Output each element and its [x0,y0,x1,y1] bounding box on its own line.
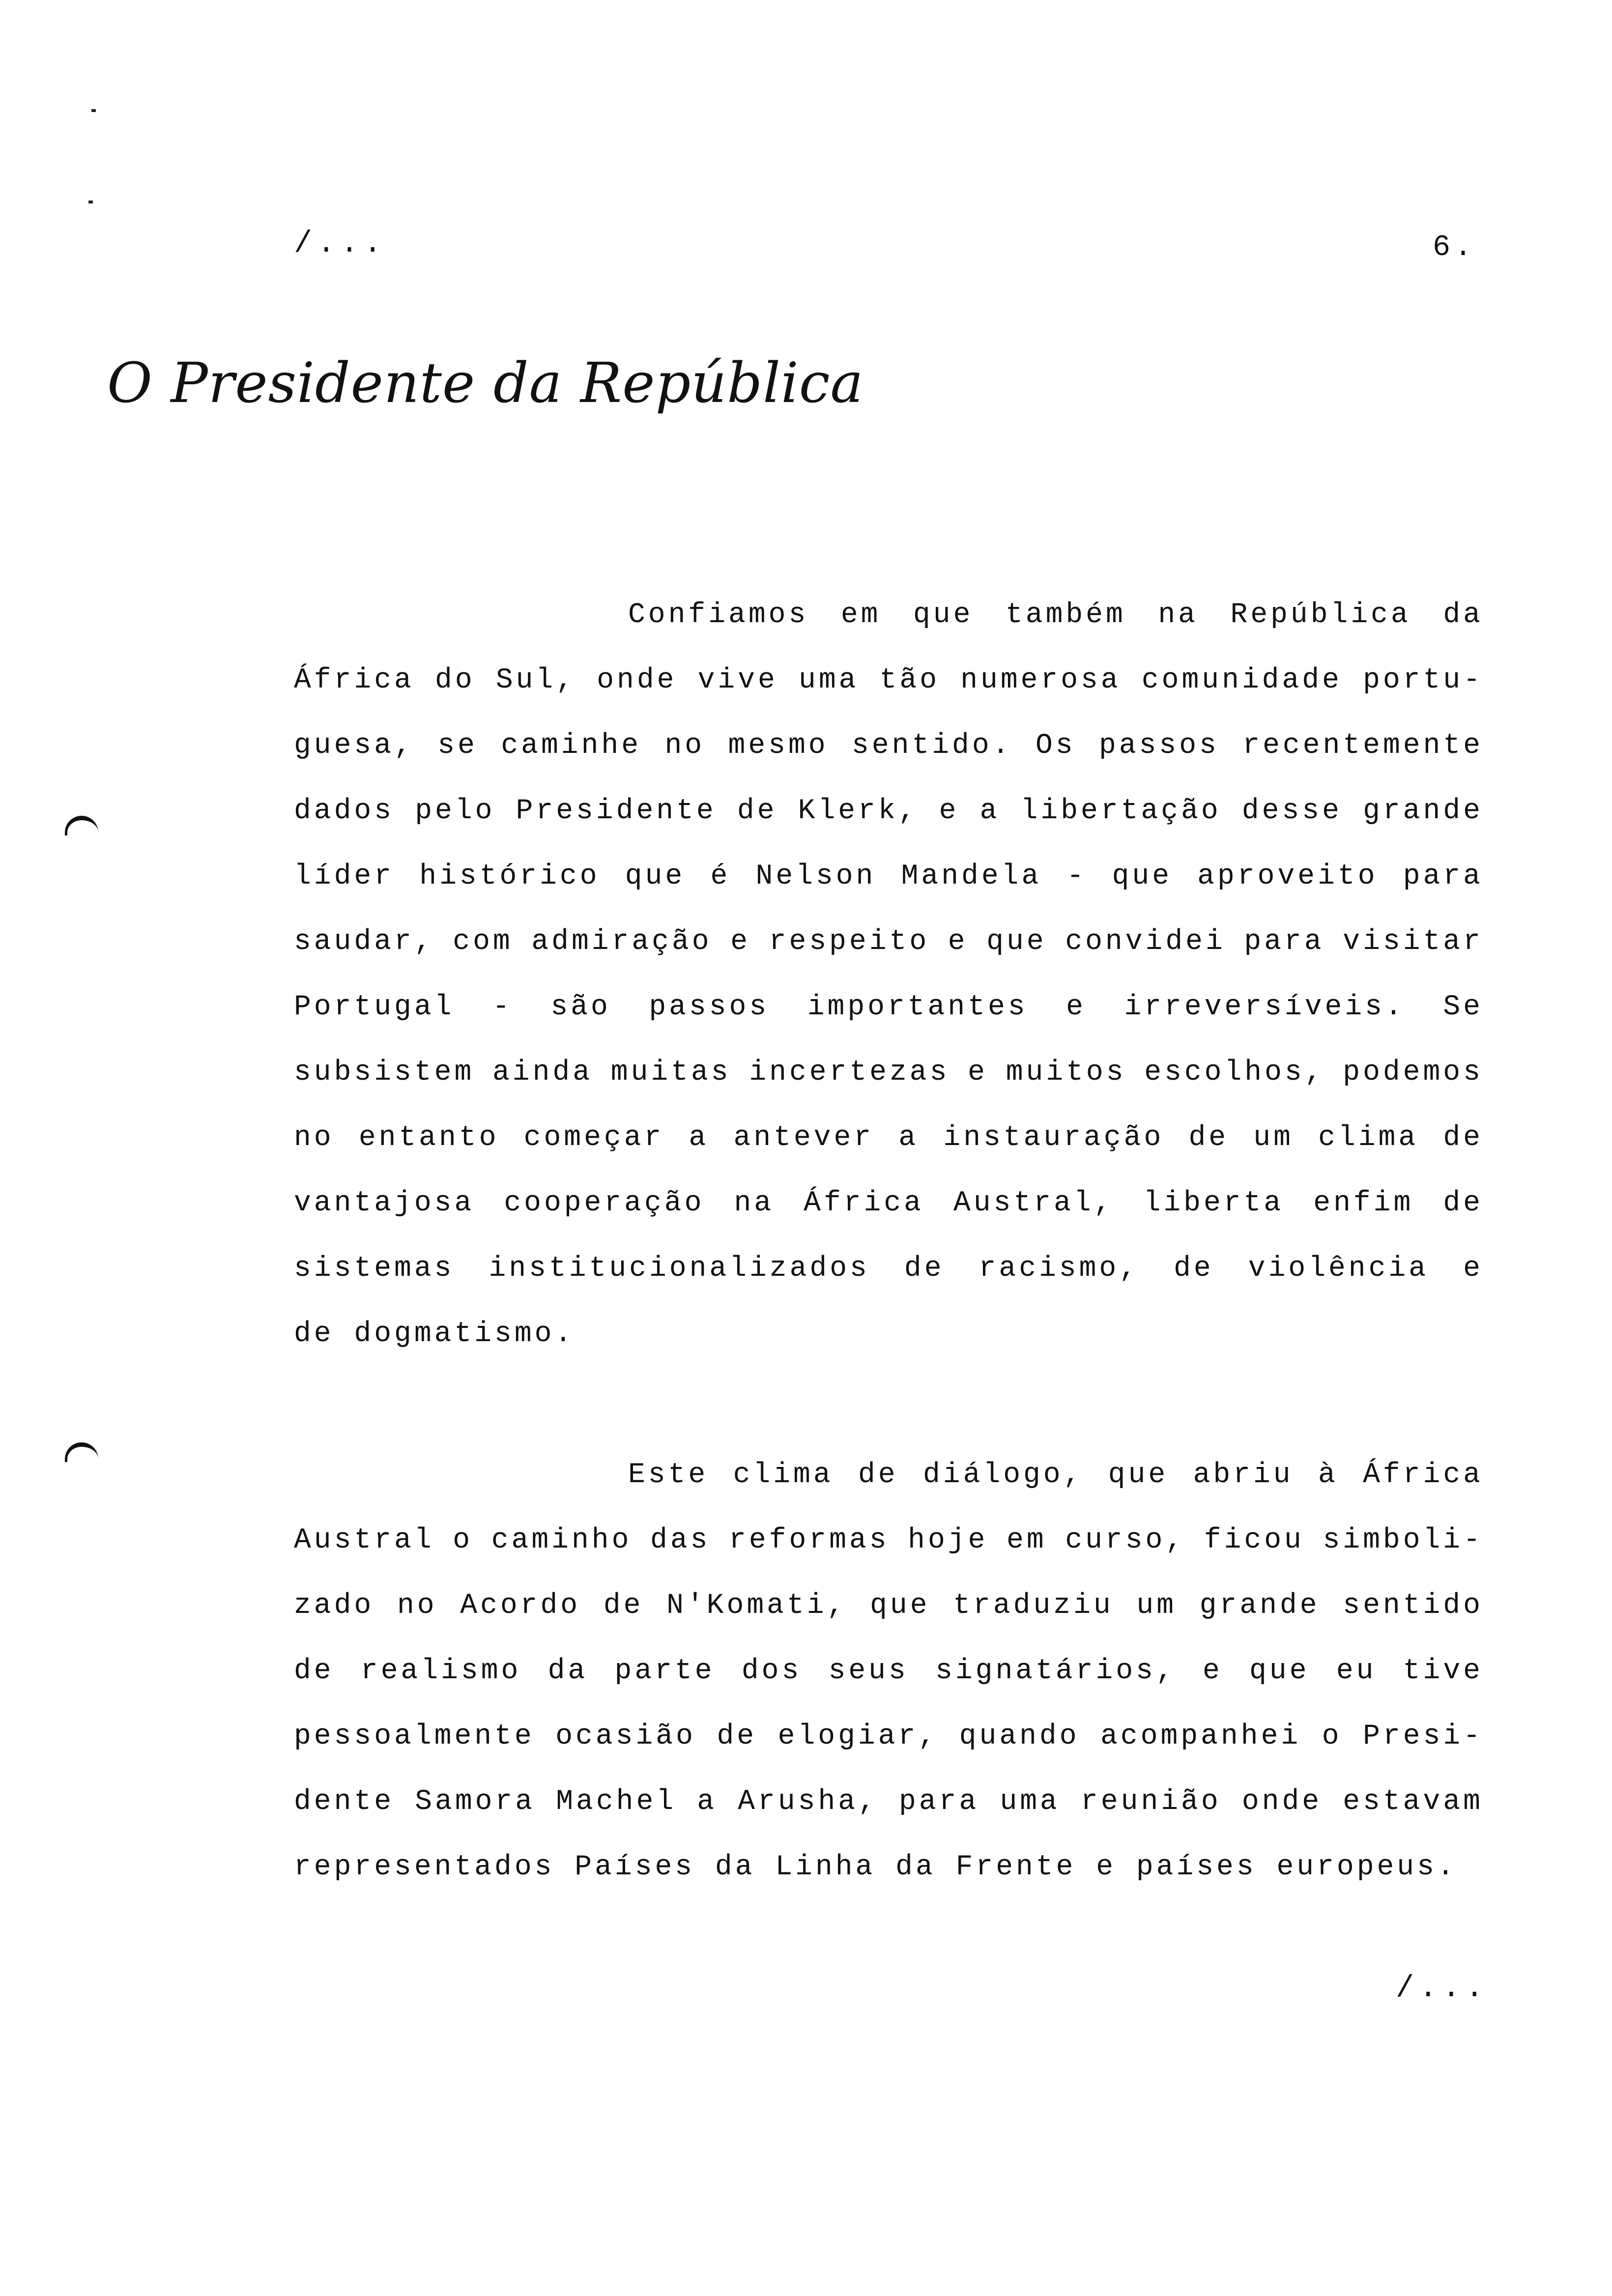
paragraph-1 [294,582,1483,1367]
continuation-mark-bottom: /... [1396,1971,1489,2006]
text-line: líder histórico que é Nelson Mandela - que aproveito para [294,861,1483,892]
paragraph-2 [294,1442,1483,1900]
text-line: dente Samora Machel a Arusha, para uma reunião onde estavam [294,1786,1483,1818]
text-line: Austral o caminho das reformas hoje em curso, ficou simboli- [294,1524,1483,1556]
text-line: África do Sul, onde vive uma tão numerosa comunidade portu- [294,664,1483,696]
punch-hole-icon [65,816,98,835]
page-number: 6. [1433,231,1476,264]
text-line: no entanto começar a antever a instauração de um clima de [294,1122,1483,1154]
text-line: de realismo da parte dos seus signatários, e que eu tive [294,1655,1483,1687]
text-line: saudar, com admiração e respeito e que convidei para visitar [294,926,1483,958]
text-line: representados Países da Linha da Frente e países europeus. [294,1851,1457,1883]
text-line: subsistem ainda muitas incertezas e muitos escolhos, podemos [294,1057,1483,1089]
letterhead-title: O Presidente da República [107,351,864,415]
margin-speck [88,201,93,203]
text-line: dados pelo Presidente de Klerk, e a libertação desse grande [294,795,1483,827]
text-line: pessoalmente ocasião de elogiar, quando acompanhei o Presi- [294,1721,1483,1752]
text-line: Este clima de diálogo, que abriu à África [628,1459,1483,1491]
text-line: guesa, se caminhe no mesmo sentido. Os passos recentemente [294,730,1483,762]
punch-hole-icon [65,1442,98,1462]
text-line: de dogmatismo. [294,1318,575,1350]
text-line: sistemas institucionalizados de racismo, de violência e [294,1253,1483,1285]
text-line: Portugal - são passos importantes e irreversíveis. Se [294,991,1483,1023]
continuation-mark-top: /... [294,226,387,261]
text-line: vantajosa cooperação na África Austral, liberta enfim de [294,1187,1483,1219]
margin-speck [91,109,96,112]
text-line: Confiamos em que também na República da [628,599,1483,631]
text-line: zado no Acordo de N'Komati, que traduziu um grande sentido [294,1590,1483,1622]
